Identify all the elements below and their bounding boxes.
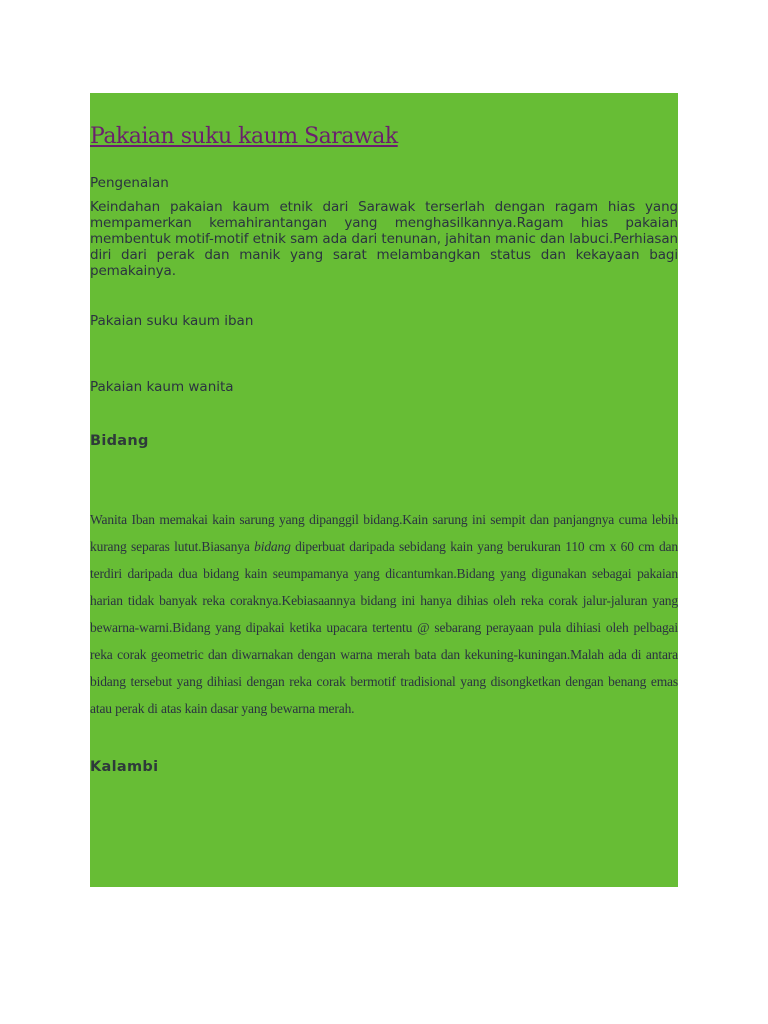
bidang-italic-word: bidang [254, 539, 291, 554]
bidang-paragraph [90, 506, 678, 722]
intro-heading: Pengenalan [90, 175, 169, 191]
document-page [90, 93, 678, 887]
page-title[interactable]: Pakaian suku kaum Sarawak [90, 124, 398, 149]
bidang-text-part-2: diperbuat daripada sebidang kain yang berukuran 110 cm x 60 cm dan terdiri daripada dua bidang kain seumpamanya yang dicantumkan.Bidang yang digunakan sebagai pakaian harian tidak banyak reka coraknya.Kebiasaannya bidang ini hanya dihias oleh reka corak jalur-jaluran yang bewarna-warni.Bidang yang dipakai ketika upacara tertentu @ sebarang perayaan pula dihiasi oleh pelbagai reka corak geometric dan diwarnakan dengan warna merah bata dan kekuning-kuningan.Malah ada di antara bidang tersebut yang dihiasi dengan reka corak bermotif tradisional yang disongketkan dengan benang emas atau perak di atas kain dasar yang bewarna merah. [90, 539, 678, 716]
bidang-heading: Bidang [90, 433, 149, 449]
kalambi-heading: Kalambi [90, 759, 159, 775]
intro-paragraph: Keindahan pakaian kaum etnik dari Sarawak terserlah dengan ragam hias yang mempamerkan kemahirantangan yang menghasilkannya.Ragam hias pakaian membentuk motif-motif etnik sam ada dari tenunan, jahitan manic dan labuci.Perhiasan diri dari perak dan manik yang sarat melambangkan status dan kekayaan bagi pemakainya. [90, 199, 678, 279]
section-iban-heading: Pakaian suku kaum iban [90, 313, 254, 329]
bidang-text-part-1: Wanita Iban memakai kain sarung yang dipanggil bidang.Kain sarung ini sempit dan panjangnya cuma lebih kurang separas lutut.Biasanya [90, 512, 678, 554]
section-wanita-heading: Pakaian kaum wanita [90, 379, 234, 395]
